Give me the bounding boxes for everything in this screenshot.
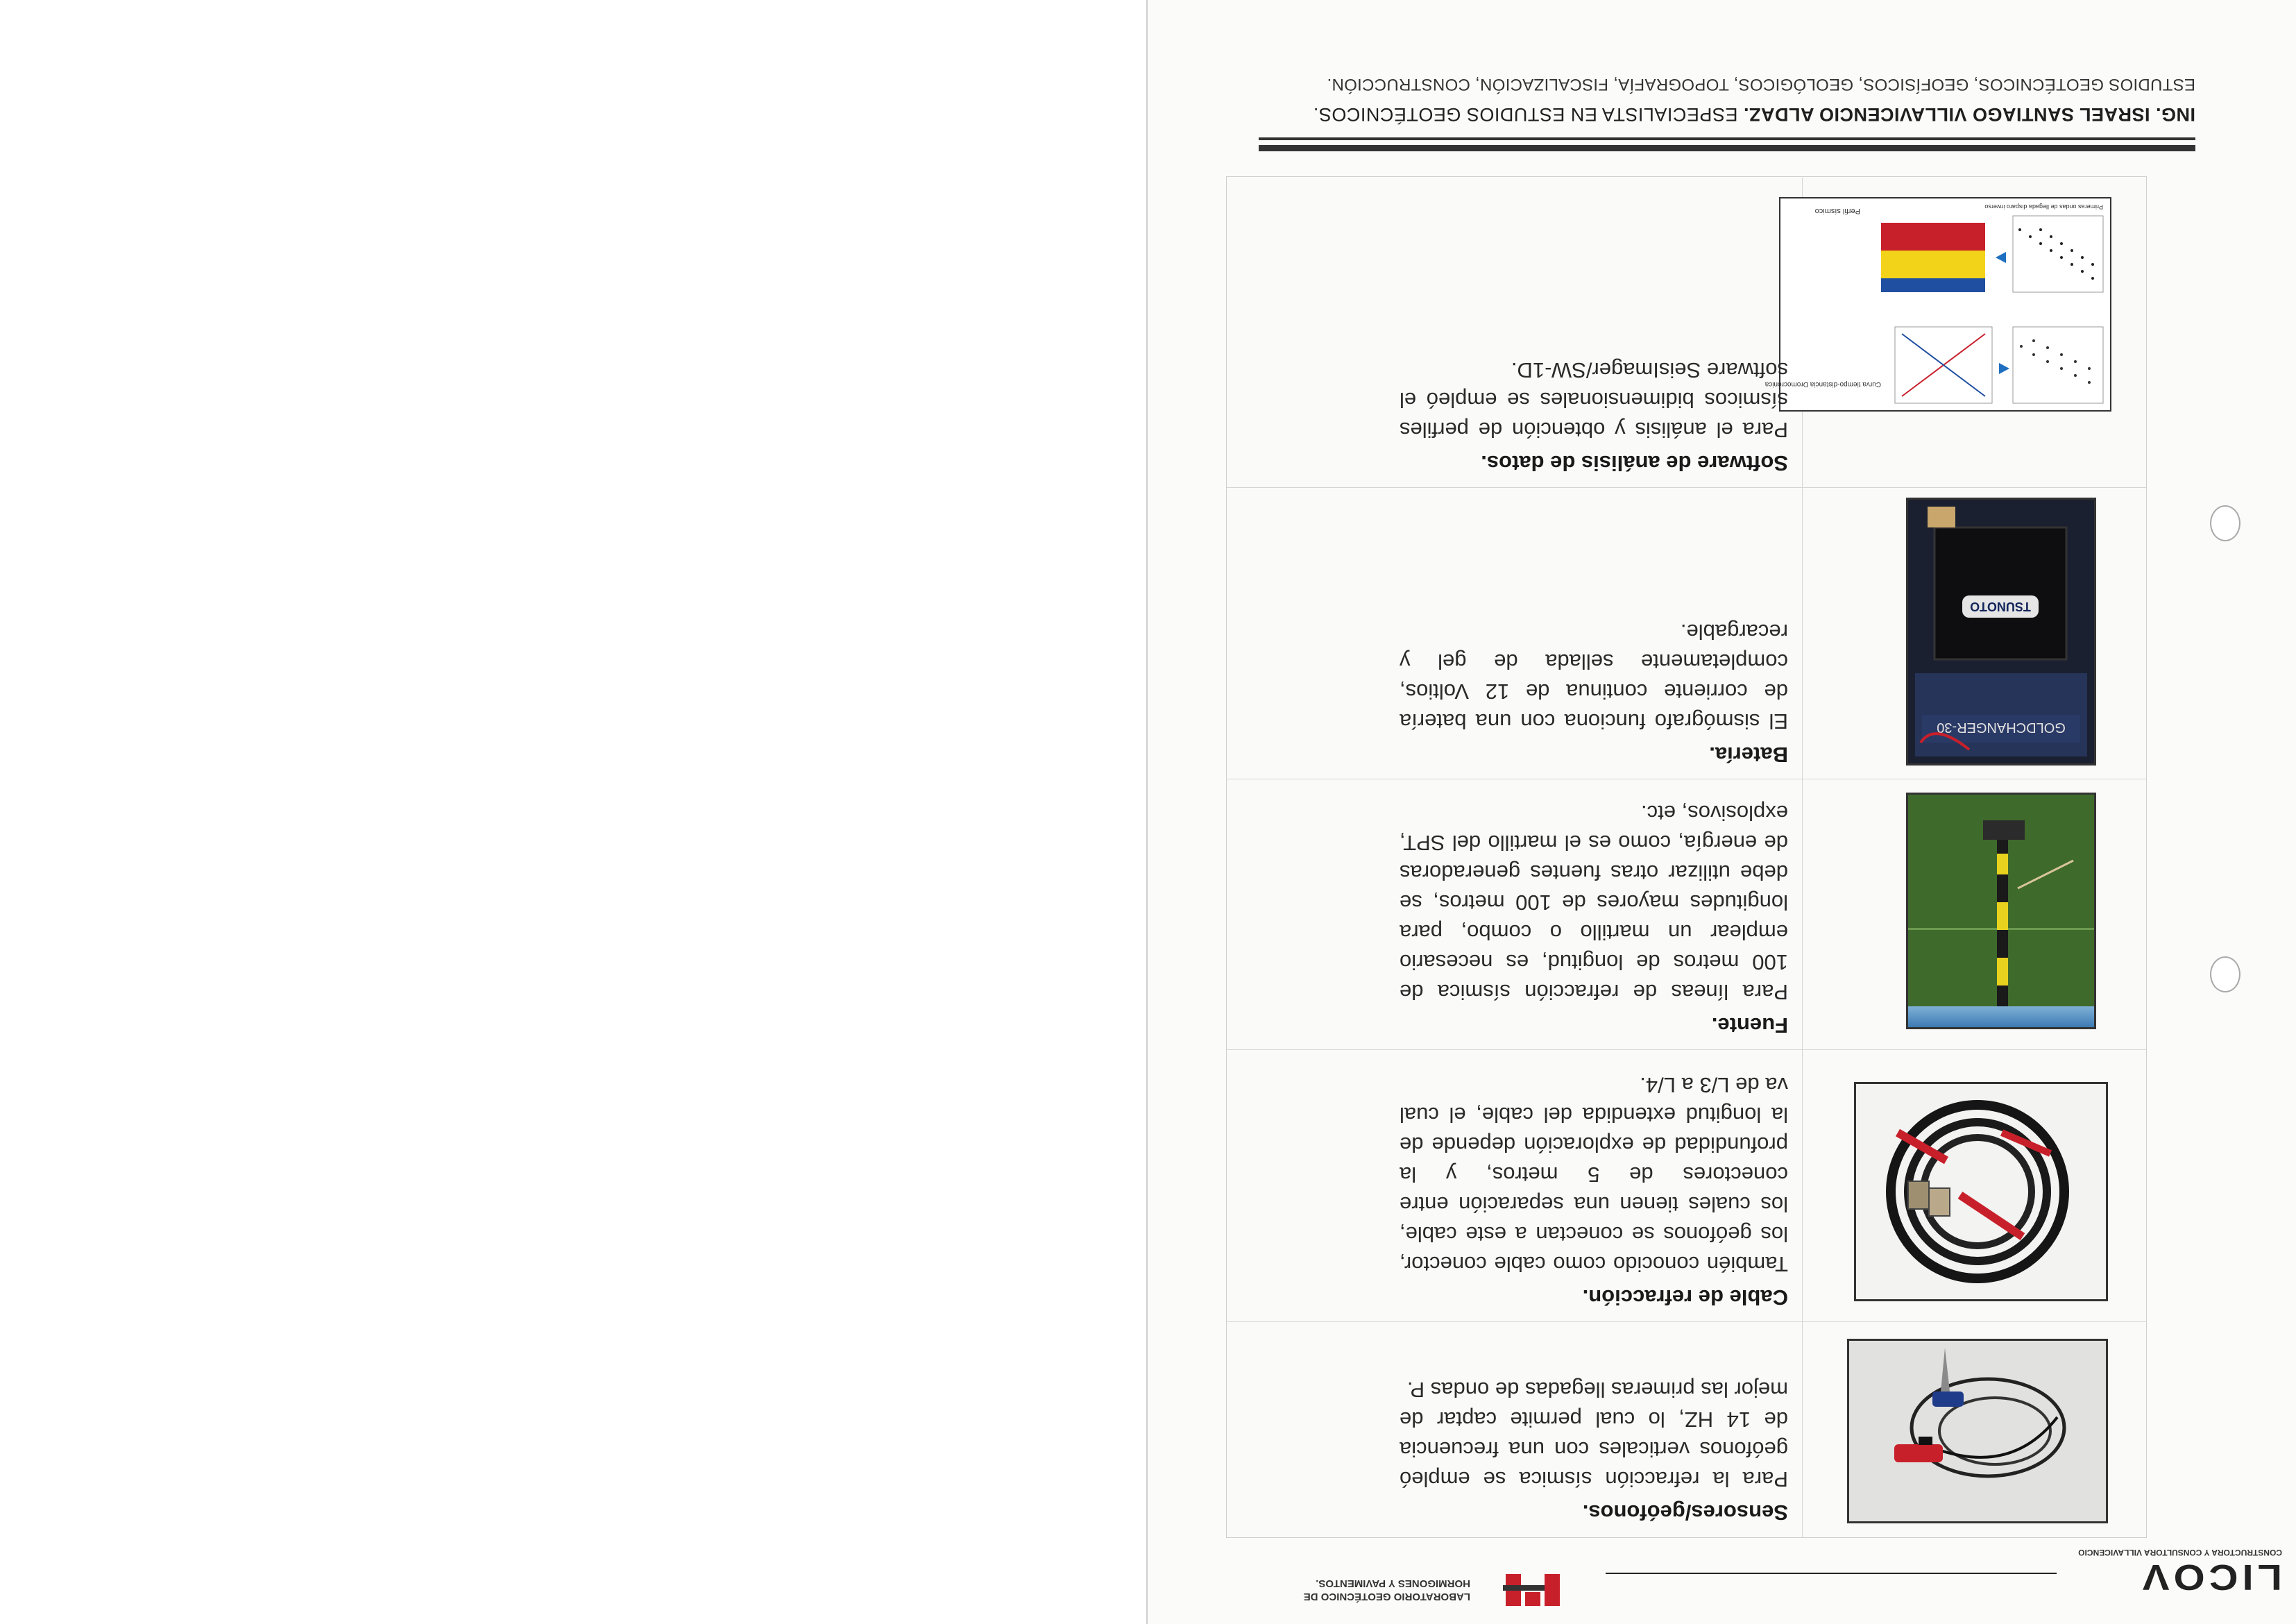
company-brand — [2067, 1548, 2289, 1598]
page-content-rotated — [1148, 0, 2296, 1624]
text-cell — [1227, 1322, 1802, 1537]
scanned-page — [1146, 0, 2296, 1624]
seismic-profile — [1881, 223, 1985, 292]
text-cell — [1227, 779, 1802, 1050]
cable-photo — [1854, 1082, 2108, 1301]
row-title: Batería. — [1709, 743, 1788, 767]
lab-name: LABORATORIO GEOTÉCNICO DE HORMIGONES Y PAVIMENTOS. — [1303, 1578, 1470, 1602]
hammer-photo — [1906, 793, 2096, 1029]
company-logo: LICOV — [2138, 1557, 2282, 1598]
figure-caption: Curva tiempo-distancia Dromocrónica — [1764, 380, 1881, 388]
blank-left-page — [0, 0, 1146, 1624]
text-cell — [1227, 178, 1802, 488]
table-row — [1227, 178, 2146, 488]
direct-shot-plot — [2013, 327, 2103, 403]
image-cell — [1802, 1050, 2146, 1322]
figure-caption: Perfil sísmico — [1814, 207, 1860, 215]
battery-brand: TSUNOTO — [1970, 600, 2031, 614]
author-specialty: ESPECIALISTA EN ESTUDIOS GEOTÉCNICOS. — [1313, 104, 1738, 125]
footer-strip — [1148, 1548, 2296, 1624]
table-row — [1227, 779, 2146, 1050]
company-name: CONSTRUCTORA Y CONSULTORA VILLAVICENCIO — [2078, 1548, 2282, 1557]
punch-hole — [2210, 505, 2240, 541]
battery-photo — [1906, 498, 2096, 766]
row-body: Para la refracción sísmica se empleó geófonos verticales con una frecuencia de 14 HZ, lo cual permite captar de mejor las primeras llegadas de ondas P. — [1400, 1378, 1788, 1491]
image-cell — [1802, 1322, 2146, 1537]
equipment-table — [1226, 176, 2147, 1538]
image-cell — [1802, 779, 2146, 1050]
row-body: El sismógrafo funciona con una batería de corriente continua de 12 Voltios, completamente sellada de gel y recargable. — [1400, 620, 1788, 734]
punch-hole — [2210, 956, 2240, 992]
inverse-shot-plot — [2013, 216, 2103, 292]
header-author — [1313, 103, 2195, 125]
header-services: ESTUDIOS GEOTÉCNICOS, GEOFÍSICOS, GEOLÓGICOS, TOPOGRAFÍA, FISCALIZACIÓN, CONSTRUCCIÓN. — [1327, 75, 2195, 94]
row-title: Software de análisis de datos. — [1481, 451, 1788, 475]
figure-caption: Primeras ondas de llegada disparo inverso — [1984, 203, 2103, 210]
row-title: Cable de refracción. — [1582, 1285, 1788, 1310]
text-cell — [1227, 488, 1802, 779]
author-name: ING. ISRAEL SANTIAGO VILLAVICENCIO ALDAZ. — [1743, 104, 2195, 125]
footer-divider — [1606, 1573, 2057, 1574]
row-title: Sensores/geófonos. — [1582, 1500, 1788, 1525]
software-figure — [1764, 197, 2111, 412]
image-cell — [1802, 488, 2146, 779]
lab-logo-icon — [1481, 1570, 1564, 1612]
battery-label: GOLDCHANGER-30 — [1937, 720, 2066, 735]
table-row — [1227, 1049, 2146, 1322]
table-row — [1227, 1321, 2146, 1537]
dromocronic-plot — [1895, 327, 1992, 403]
geophone-photo — [1847, 1339, 2108, 1523]
row-body: También conocido como cable conector, los geófonos se conectan a este cable, los cuales tienen una separación entre conectores de 5 metros, y la profundidad de exploración depende de la longitud extendida del cable, el cual va de L/3 a L/4. — [1400, 1073, 1788, 1276]
row-body: Para líneas de refracción sísmica de 100 metros de longitud, es necesario emplear un martillo o combo, para longitudes mayores de 100 metros, se debe utilizar otras fuentes generadoras de energía, como es el martillo del SPT, explosivos, etc. — [1400, 801, 1788, 1004]
text-cell — [1227, 1050, 1802, 1322]
row-title: Fuente. — [1711, 1013, 1788, 1038]
image-cell — [1764, 178, 2146, 488]
row-body: Para el análisis y obtención de perfiles sísmicos bidimensionales se empleó el software SeisImager/SW-1D. — [1400, 358, 1788, 442]
header-rule — [1259, 137, 2195, 151]
table-row — [1227, 487, 2146, 779]
